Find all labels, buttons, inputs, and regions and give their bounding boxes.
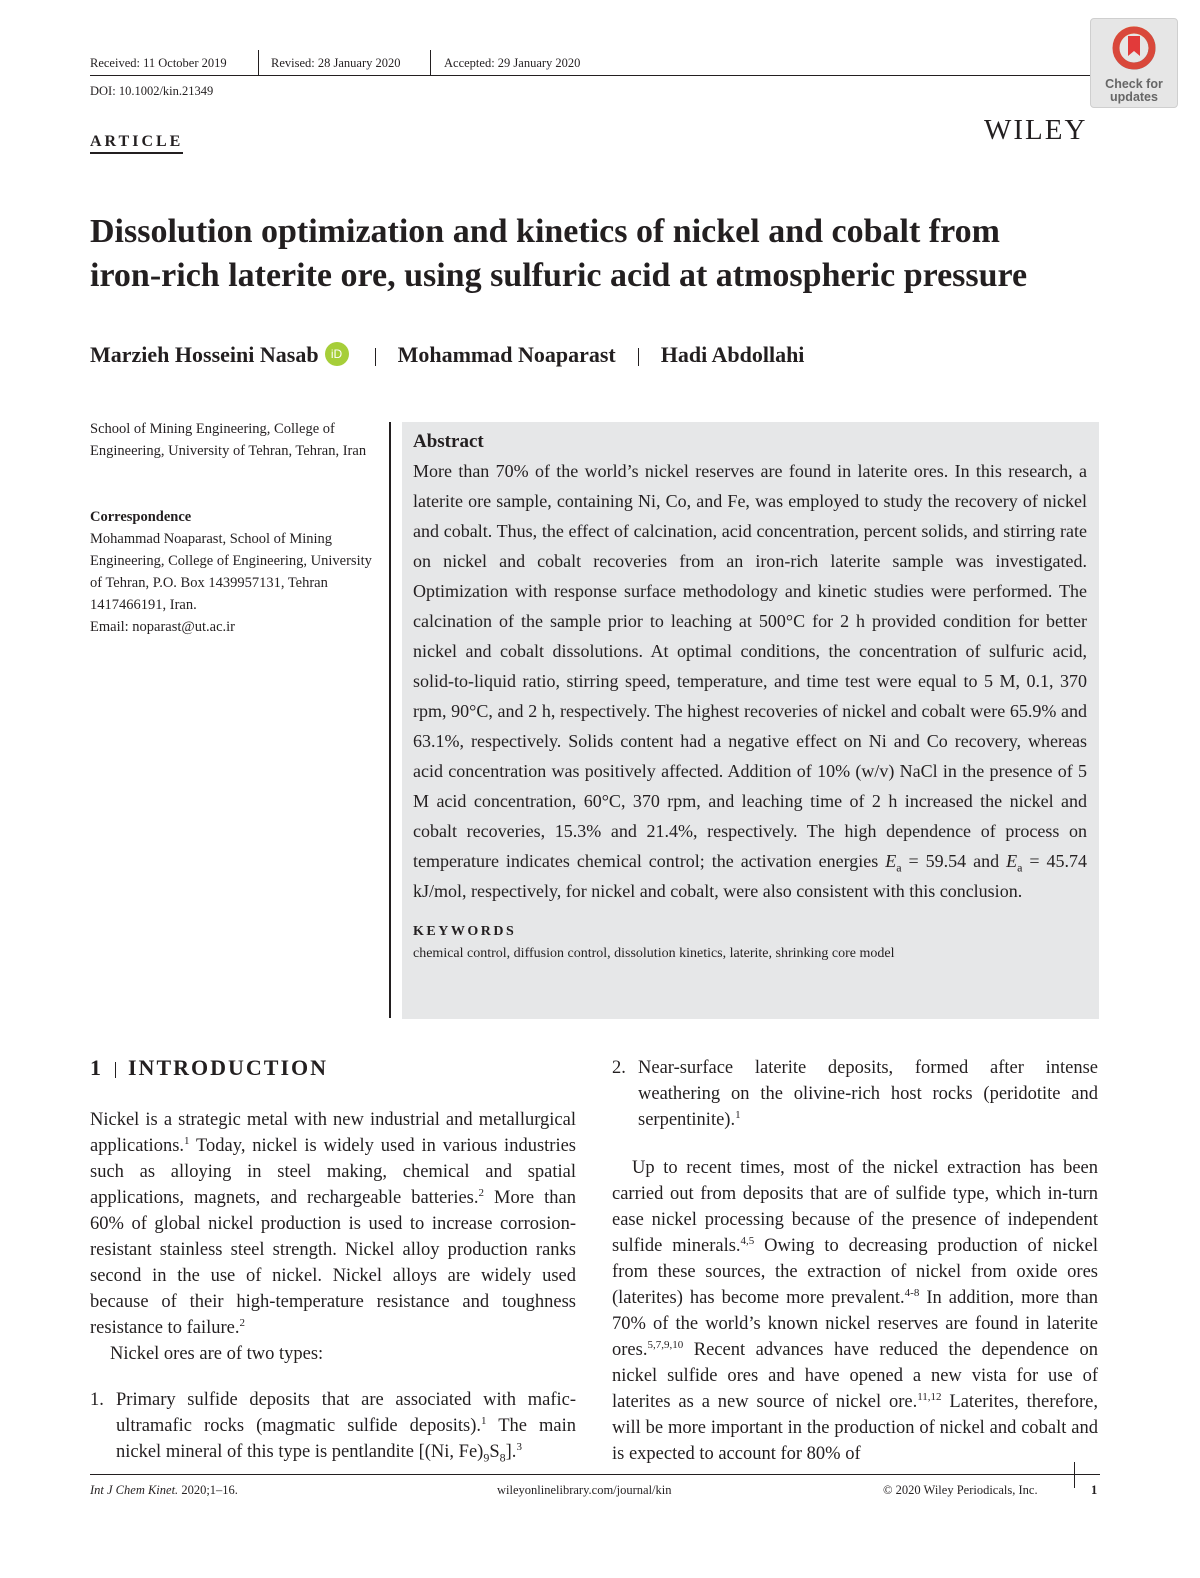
- publisher-logo: WILEY: [984, 114, 1088, 146]
- revised-date: Revised: 28 January 2020: [271, 56, 401, 70]
- correspondence-email[interactable]: Email: noparast@ut.ac.ir: [90, 619, 236, 635]
- citation[interactable]: 5,7,9,10: [647, 1338, 684, 1351]
- check-updates-icon: [1109, 23, 1159, 73]
- author-separator: [375, 348, 376, 366]
- list-number: 1.: [90, 1390, 104, 1410]
- citation[interactable]: 4,5: [740, 1234, 755, 1247]
- author-list: [90, 342, 804, 368]
- author-name[interactable]: Marzieh Hosseini Nasab: [90, 342, 319, 367]
- section-title: INTRODUCTION: [128, 1055, 329, 1080]
- section-heading-introduction: [90, 1055, 328, 1081]
- check-updates-line1: Check for: [1105, 77, 1163, 91]
- list-item: 2. Near-surface laterite deposits, formed after intense weathering on the olivine-rich host rocks (peridotite and serpentinite).$^1$: [612, 1055, 1098, 1133]
- column-divider: [389, 422, 391, 1018]
- footer-url[interactable]: wileyonlinelibrary.com/journal/kin: [497, 1483, 672, 1497]
- list-number: 2.: [612, 1058, 626, 1078]
- paragraph: Nickel is a strategic metal with new industrial and metallurgical applications.$^1$ Today, nickel is widely used in various industries such as alloying in steel making, chemical and spatial applications, magnets, and rechargeable batteries.$^2$ More than 60% of global nickel production is used to increase corrosion-resistant stainless steel strength. Nickel alloy production ranks second in the use of nickel. Nickel alloys are widely used because of their high-temperature resistance and toughness resistance to failure.$^2$: [90, 1110, 576, 1338]
- footer-copyright: © 2020 Wiley Periodicals, Inc.: [883, 1483, 1038, 1497]
- correspondence-heading: Correspondence: [90, 509, 192, 525]
- abstract-text: More than 70% of the world’s nickel reserves are found in laterite ores. In this research, a laterite ore sample, containing Ni, Co, and Fe, was employed to study the recovery of nickel and cobalt. Thus, the effect of calcination, acid concentration, percent solids, and stirring rate on nickel and cobalt recoveries from an iron-rich laterite sample was investigated. Optimization with response surface methodology and kinetic studies were performed. The calcination of the sample prior to leaching at 500°C for 2 h provided condition for better nickel and cobalt dissolutions. At optimal conditions, the concentration of sulfuric acid, solid-to-liquid ratio, stirring speed, temperature, and time test were equal to 5 M, 0.1, 370 rpm, 90°C, and 2 h, respectively. The highest recoveries of nickel and cobalt were 65.9% and 63.1%, respectively. Solids content had a negative effect on Ni and Co recovery, whereas acid concentration was positively affected. Addition of 10% (w/v) NaCl in the presence of 5 M acid concentration, 60°C, 370 rpm, and leaching time of 2 h increased the nickel and cobalt recoveries, 15.3% and 21.4%, respectively. The high dependence of process on temperature indicates chemical control; the activation energies $E_a = 59.54$ and $E_a = 45.74$ kJ/mol, respectively, for nickel and cobalt, were also consistent with this conclusion.: [413, 461, 1088, 901]
- article-type-label: ARTICLE: [90, 133, 183, 154]
- right-column: [612, 1055, 1098, 1467]
- keywords-heading: KEYWORDS: [413, 924, 517, 939]
- correspondence-text: Mohammad Noaparast, School of Mining Engineering, College of Engineering, University of Tehran, P.O. Box 1439957131, Tehran 1417466191, Iran.: [90, 531, 372, 613]
- check-updates-line2: updates: [1110, 90, 1158, 104]
- abstract-box: [402, 422, 1099, 1019]
- section-number: 1: [90, 1055, 103, 1080]
- correspondence-block: [90, 506, 375, 638]
- header-separator: [258, 50, 259, 76]
- doi[interactable]: DOI: 10.1002/kin.21349: [90, 84, 214, 98]
- paragraph: Up to recent times, most of the nickel extraction has been carried out from deposits that are of sulfide type, which in-turn ease nickel processing because of the presence of independent sulfide minerals.$^{4,5}$ Owing to decreasing production of nickel from these sources, the extraction of nickel from oxide ores (laterites) has become more prevalent.$^{4-8}$ In addition, more than 70% of the world’s known nickel reserves are found in laterite ores.$^{5,7,9,10}$ Recent advances have reduced the dependence on nickel sulfide ores and have opened a new vista for use of laterites as a new source of nickel ore.$^{11,12}$ Laterites, therefore, will be more important in the production of nickel and cobalt and is expected to account for 80% of: [612, 1158, 1098, 1464]
- check-for-updates-badge[interactable]: [1090, 18, 1178, 108]
- header-rule: [90, 75, 1090, 76]
- author-name[interactable]: Mohammad Noaparast: [397, 342, 616, 367]
- list-item: 1. Primary sulfide deposits that are associated with mafic-ultramafic rocks (magmatic sulfide deposits).$^1$ The main nickel mineral of this type is pentlandite [(Ni, $Fe)_9S_8].^3$: [90, 1387, 576, 1465]
- accepted-date: Accepted: 29 January 2020: [444, 56, 581, 70]
- abstract-heading: Abstract: [413, 431, 484, 452]
- citation[interactable]: 4-8: [904, 1286, 920, 1299]
- citation[interactable]: 1: [184, 1134, 190, 1147]
- left-column: [90, 1107, 576, 1465]
- citation[interactable]: 1: [481, 1414, 487, 1427]
- citation[interactable]: 1: [735, 1108, 741, 1121]
- citation[interactable]: 2: [239, 1316, 245, 1329]
- footer-journal: Int J Chem Kinet. 2020;1–16.: [90, 1483, 238, 1497]
- header-separator: [430, 50, 431, 76]
- received-date: Received: 11 October 2019: [90, 56, 227, 70]
- citation[interactable]: 11,12: [917, 1390, 942, 1403]
- article-title: [90, 210, 1110, 298]
- paragraph: Nickel ores are of two types:: [110, 1344, 324, 1364]
- orcid-icon[interactable]: iD: [325, 342, 349, 366]
- author-name[interactable]: Hadi Abdollahi: [660, 342, 805, 367]
- author-separator: [638, 348, 639, 366]
- footer-rule: [90, 1474, 1100, 1475]
- citation[interactable]: 2: [478, 1186, 485, 1199]
- affiliation: School of Mining Engineering, College of Engineering, University of Tehran, Tehran, Iran: [90, 421, 367, 459]
- footer-separator: [1074, 1462, 1075, 1488]
- title-line-2: iron-rich laterite ore, using sulfuric acid at atmospheric pressure: [90, 257, 1028, 294]
- page-number: 1: [1091, 1483, 1098, 1497]
- keywords-list: chemical control, diffusion control, dissolution kinetics, laterite, shrinking core model: [413, 946, 895, 961]
- citation[interactable]: 3: [516, 1440, 522, 1453]
- title-line-1: Dissolution optimization and kinetics of nickel and cobalt from: [90, 213, 1000, 250]
- section-separator: [115, 1062, 116, 1078]
